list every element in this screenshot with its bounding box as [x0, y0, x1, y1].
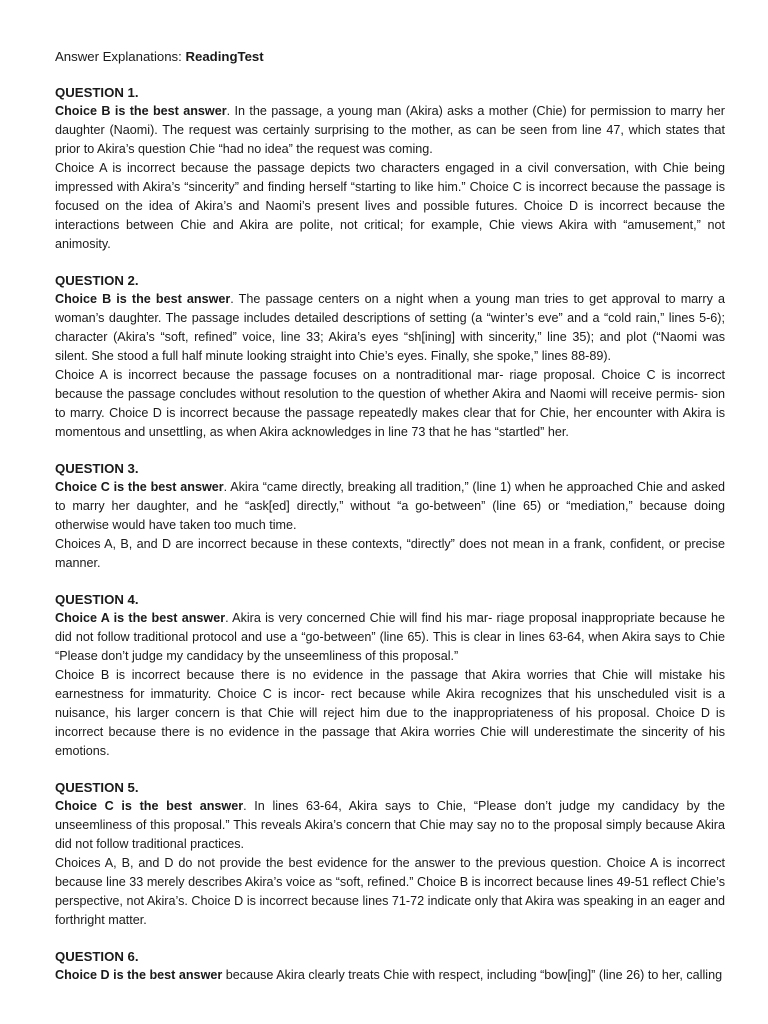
- best-answer-explanation: [55, 290, 725, 366]
- best-answer-explanation: [55, 102, 725, 159]
- question-title: QUESTION 6.: [55, 949, 139, 964]
- best-answer-explanation: [55, 797, 725, 854]
- incorrect-choices-explanation: Choice A is incorrect because the passage depicts two characters engaged in a civil conversation, with Chie being impressed with Akira’s “sincerity” and finding herself “starting to like him.” Choice C is incorrect because the passage is focused on the idea of Akira’s and Naomi’s present lives and possible futures. Choice D is incorrect because the interactions between Chie and Akira are polite, not critical; for example, Chie views Akira with “amusement,” not animosity.: [55, 161, 725, 251]
- question-3: [55, 459, 725, 573]
- question-title: QUESTION 2.: [55, 273, 139, 288]
- best-answer-lead: Choice C is the best answer: [55, 799, 244, 813]
- header-prefix: Answer Explanations:: [55, 49, 186, 64]
- header-title: ReadingTest: [185, 49, 264, 64]
- best-answer-lead: Choice B is the best answer: [55, 292, 231, 306]
- question-1: [55, 83, 725, 254]
- best-answer-lead: Choice C is the best answer: [55, 480, 224, 494]
- question-4: [55, 590, 725, 761]
- incorrect-choices-explanation: Choices A, B, and D do not provide the best evidence for the answer to the previous question. Choice A is incorrect because line 33 merely describes Akira’s voice as “soft, refined.” Choice B is incorrect because lines 49-51 reflect Chie’s perspective, not Akira’s. Choice D is incorrect because lines 71-72 indicate only that Akira was speaking in an eager and forthright matter.: [55, 856, 725, 927]
- question-title: QUESTION 4.: [55, 592, 139, 607]
- best-answer-text: . Akira “came directly, breaking all tradition,” (line 1) when he approached Chie and asked to marry her daughter, and he “ask[ed] directly,” without “a go-between” (line 65) or “mediation,” because doing otherwise would have taken too much time.: [55, 480, 725, 532]
- best-answer-text: . The passage centers on a night when a young man tries to get approval to marry a woman’s daughter. The passage includes detailed descriptions of setting (a “winter’s eve” and a “cold rain,” lines 5-6); character (Akira’s “soft, refined” voice, line 33; Akira’s eyes “sh[ining] with sincerity,” line 35); and plot (“Naomi was silent. She stood a full half minute looking straight into Chie’s eyes. Finally, she spoke,” lines 88-89).: [55, 292, 725, 363]
- best-answer-lead: Choice D is the best answer: [55, 968, 223, 982]
- question-2: [55, 271, 725, 442]
- question-title: QUESTION 1.: [55, 85, 139, 100]
- best-answer-lead: Choice B is the best answer: [55, 104, 227, 118]
- best-answer-text: . In the passage, a young man (Akira) asks a mother (Chie) for permission to marry her daughter (Naomi). The request was certainly surprising to the mother, as can be seen from line 47, which states that prior to Akira’s question Chie “had no idea” the request was coming.: [55, 104, 725, 156]
- best-answer-lead: Choice A is the best answer: [55, 611, 226, 625]
- best-answer-explanation: [55, 966, 725, 985]
- question-5: [55, 778, 725, 930]
- incorrect-choices-explanation: Choices A, B, and D are incorrect because in these contexts, “directly” does not mean in a frank, confident, or precise manner.: [55, 537, 725, 570]
- best-answer-explanation: [55, 609, 725, 666]
- best-answer-text: . Akira is very concerned Chie will find his mar- riage proposal inappropriate because he did not follow traditional protocol and use a “go-between” (line 65). This is clear in lines 63-64, when Akira says to Chie “Please don’t judge my candidacy by the unseemliness of this proposal.”: [55, 611, 725, 663]
- best-answer-explanation: [55, 478, 725, 535]
- question-6: [55, 947, 725, 985]
- best-answer-text: because Akira clearly treats Chie with respect, including “bow[ing]” (line 26) to her, calling: [222, 968, 723, 982]
- incorrect-choices-explanation: Choice A is incorrect because the passage focuses on a nontraditional mar- riage proposal. Choice C is incorrect because the passage concludes without resolution to the question of whether Akira and Naomi will receive permis- sion to marry. Choice D is incorrect because the passage repeatedly makes clear that for Chie, her encounter with Akira is momentous and unsettling, as when Akira acknowledges in line 73 that he has “startled” her.: [55, 368, 725, 439]
- question-title: QUESTION 3.: [55, 461, 139, 476]
- document-header: [55, 47, 725, 66]
- best-answer-text: . In lines 63-64, Akira says to Chie, “Please don’t judge my candidacy by the unseemliness of this proposal.” This reveals Akira’s concern that Chie may say no to the proposal simply because Akira did not follow traditional practices.: [55, 799, 725, 851]
- incorrect-choices-explanation: Choice B is incorrect because there is no evidence in the passage that Akira worries that Chie will mistake his earnestness for immaturity. Choice C is incor- rect because while Akira recognizes that his unscheduled visit is a nuisance, his larger concern is that Chie will reject him due to the inappropriateness of his proposal. Choice D is incorrect because there is no evidence in the passage that Akira worries Chie will underestimate the sincerity of his emotions.: [55, 668, 725, 758]
- question-title: QUESTION 5.: [55, 780, 139, 795]
